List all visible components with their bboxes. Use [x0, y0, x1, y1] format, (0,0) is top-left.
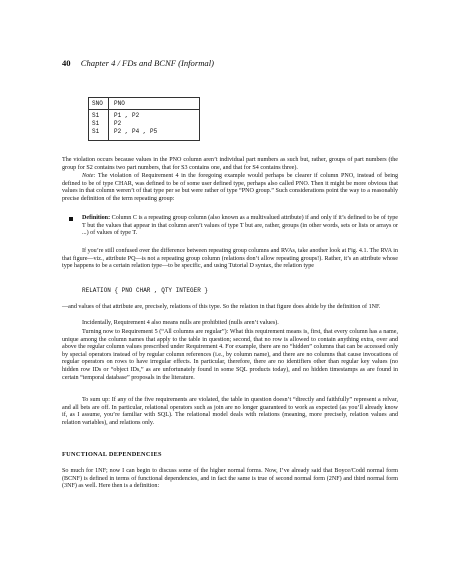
definition-label: Definition:: [82, 215, 111, 221]
paragraph-requirement-5: Turning now to Requirement 5 (“All columns are regular”): What this requirement means is, first, that every column has a name, unique among the column names that apply to the table in question; second, that no row is allowed to contain anything extra, over and above the regular column values prescribed under Requirement 4. For example, there are no “hidden” columns that can be accessed only by special operators instead of by regular column references (i.e., by column name), and there are no columns that cause invocations of regular operators on rows to have irregular effects. In particular, therefore, there are no identifiers other than regular key values (no hidden row IDs or “object IDs,” as are unfortunately found in some SQL products today), and no hidden timestamps as are found in certain “temporal database” proposals in the literature.: [62, 329, 398, 381]
paragraph-fd-intro: So much for 1NF; now I can begin to discuss some of the higher normal forms. Now, I’ve already said that Boyce/Codd normal form (BCNF) is defined in terms of functional dependencies, and in fact the same is true of second normal form (2NF) and third normal form (3NF) as well. Here then is a definition:: [62, 468, 398, 490]
table-cell: P2 , P4 , P5: [114, 128, 158, 135]
table-cell: S1: [92, 120, 100, 127]
running-header: [62, 58, 214, 68]
page-number: 40: [62, 58, 71, 68]
running-title: Chapter 4 / FDs and BCNF (Informal): [80, 58, 214, 68]
paragraph-rva: If you’re still confused over the difference between repeating group columns and RVAs, take another look at Fig. 4.1. The RVA in that figure—viz., attribute PQ—is not a repeating group column (relations don’t allow repeating groups!). Rather, it’s an attribute whose type happens to be a certain relation type—to be specific, and using Tutorial D syntax, the relation type: [62, 248, 398, 270]
column-divider: [108, 98, 109, 140]
table-cell: P1 , P2: [114, 112, 140, 119]
column-header-pno: PNO: [114, 100, 125, 107]
code-relation-type: RELATION { PNO CHAR , QTY INTEGER }: [82, 287, 209, 294]
paragraph-violation: The violation occurs because values in the PNO column aren’t individual part numbers as such but, rather, groups of part numbers (the group for S2 contains two part numbers, that for S3 contains one, and that for S4 contains three).: [62, 157, 398, 171]
note-label: Note:: [82, 173, 96, 179]
relation-table: [88, 97, 200, 141]
table-header-row: [89, 98, 199, 110]
paragraph-note: [62, 173, 398, 203]
paragraph-nulls: Incidentally, Requirement 4 also means nulls are prohibited (nulls aren’t values).: [82, 320, 279, 326]
bullet-square-icon: [69, 217, 73, 221]
paragraph-summary: To sum up: If any of the five requirements are violated, the table in question doesn’t “directly and faithfully” represent a relvar, and all bets are off. In particular, relational operators such as join are no longer guaranteed to work as expected (as you’ll already know if, as I assume, you’re familiar with SQL). The relational model deals with relations (meaning, more precisely, relation values and relation variables), and relations only.: [62, 397, 398, 426]
note-text: The violation of Requirement 4 in the foregoing example would perhaps be clearer if column PNO, instead of being defined to be of type CHAR, was defined to be of some user defined type, perhaps also called PNO. Then it might be more obvious that values in that column weren’t of that type per se but were rather of type “PNO group.” Such considerations point the way to a reasonably precise definition of the term repeating group:: [62, 173, 398, 202]
paragraph-values: —and values of that attribute are, precisely, relations of this type. So the relation in that figure does abide by the definition of 1NF.: [62, 304, 381, 310]
table-cell: S1: [92, 112, 100, 119]
definition-text: [82, 215, 398, 238]
table-cell: P2: [114, 120, 122, 127]
column-header-sno: SNO: [92, 100, 103, 107]
section-heading: FUNCTIONAL DEPENDENCIES: [62, 451, 162, 458]
definition-body: Column C is a repeating group column (also known as a multivalued attribute) if and only if it’s defined to be of type T but the values that appear in that column aren’t values of type T but are, rather, groups (in other words, sets or lists or arrays or ...) of values of type T.: [82, 215, 398, 237]
table-cell: S1: [92, 128, 100, 135]
